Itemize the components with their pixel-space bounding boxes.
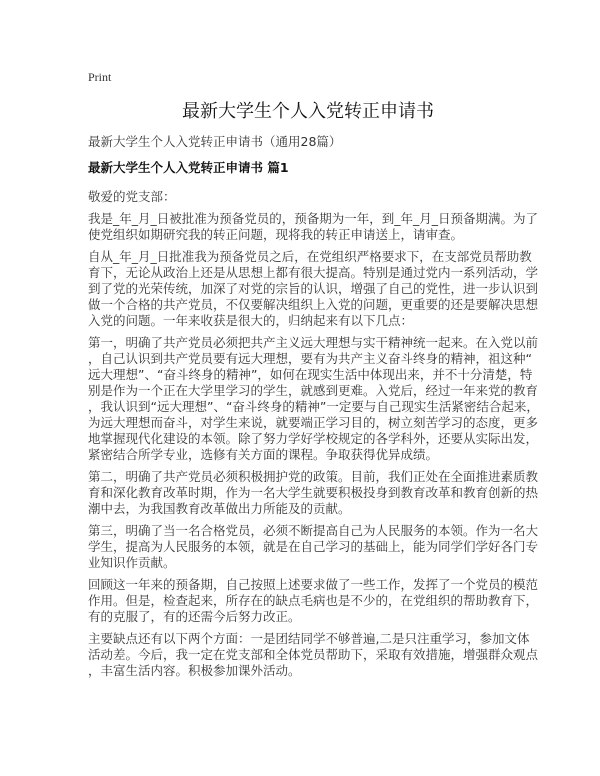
text-line: 第一，明确了共产党员必须把共产主义远大理想与实干精神统一起来。在入党以前 — [88, 335, 539, 350]
text-line: 入党的问题。一年来收获是很大的，归纳起来有以下几点： — [88, 313, 414, 328]
text-line: 第二，明确了共产党员必须积极拥护党的政策。目前，我们正处在全面推进素质教 — [88, 469, 539, 484]
document-body — [88, 189, 539, 685]
paragraph — [88, 469, 539, 517]
text-line: 回顾这一年来的预备期，自己按照上述要求做了一些工作，发挥了一个党员的模范 — [88, 577, 539, 592]
text-line: 主要缺点还有以下两个方面：一是团结同学不够普遍,二是只注重学习，参加文体 — [88, 631, 530, 646]
text-line: 使党组织如期研究我的转正问题，现将我的转正申请送上，请审查。 — [88, 227, 464, 242]
text-line: 紧密结合所学专业，选修有关方面的课程。争取获得优异成绩。 — [88, 447, 439, 462]
text-line: 育下，无论从政治上还是从思想上都有很大提高。特别是通过党内一系列活动，学 — [88, 265, 539, 280]
text-line: 活动差。今后，我一定在党支部和全体党员帮助下，采取有效措施，增强群众观点 — [88, 647, 539, 662]
text-line: 作用。但是，检查起来，所存在的缺点毛病也是不少的，在党组织的帮助教育下， — [88, 593, 539, 608]
text-line: 业知识作贡献。 — [88, 555, 176, 570]
text-line: 自从_年_月_日批准我为预备党员之后，在党组织严格要求下，在支部党员帮助教 — [88, 249, 532, 264]
paragraph — [88, 189, 533, 205]
paragraph — [88, 631, 539, 679]
text-line: ，丰富生活内容。积极参加课外活动。 — [88, 663, 301, 678]
text-line: 我是_年_月_日被批准为预备党员的，预备期为一年，到_年_月_日预备期满。为了 — [88, 211, 539, 226]
text-line: 有的克服了，有的还需今后努力改正。 — [88, 609, 301, 624]
text-line: 做一个合格的共产党员，不仅要解决组织上入党的问题，更重要的还是要解决思想 — [88, 297, 539, 312]
text-line: ，我认识到“远大理想”、“奋斗终身的精神”一定要与自己现实生活紧密结合起来， — [88, 399, 539, 414]
document-title: 最新大学生个人入党转正申请书 — [182, 101, 434, 122]
paragraph — [88, 211, 539, 243]
document-subtitle: 最新大学生个人入党转正申请书（通用28篇） — [88, 134, 342, 149]
text-line: 第三，明确了当一名合格党员，必须不断提高自己为人民服务的本领。作为一名大 — [88, 523, 539, 538]
text-line: 为远大理想而奋斗，对学生来说，就要端正学习目的，树立刻苦学习的态度，更多 — [88, 415, 539, 430]
paragraph — [88, 335, 539, 463]
paragraph — [88, 577, 539, 625]
text-line: 学生，提高为人民服务的本领，就是在自己学习的基础上，能为同学们学好各门专 — [88, 539, 539, 554]
text-line: ，自己认识到共产党员要有远大理想，要有为共产主义奋斗终身的精神，祖这种“ — [88, 351, 532, 366]
text-line: 到了党的光荣传统，加深了对党的宗旨的认识，增强了自己的党性，进一步认识到 — [88, 281, 539, 296]
section-heading: 最新大学生个人入党转正申请书 篇1 — [88, 160, 289, 175]
print-link[interactable]: Print — [88, 70, 112, 84]
text-line: 远大理想”、“奋斗终身的精神”，如何在现实生活中体现出来，并不十分清楚，特 — [88, 367, 533, 382]
text-line: 别是作为一个正在大学里学习的学生，就感到更难。入党后，经过一年来党的教育 — [88, 383, 539, 398]
paragraph — [88, 249, 539, 329]
text-line: 潮中去，为我国教育改革做出力所能及的贡献。 — [88, 501, 351, 516]
text-line: 地掌握现代化建设的本领。除了努力学好学校规定的各学科外，还要从实际出发， — [88, 431, 539, 446]
text-line: 育和深化教育改革时期，作为一名大学生就要积极投身到教育改革和教育创新的热 — [88, 485, 539, 500]
paragraph — [88, 523, 539, 571]
text-line: 敬爱的党支部： — [88, 189, 176, 204]
